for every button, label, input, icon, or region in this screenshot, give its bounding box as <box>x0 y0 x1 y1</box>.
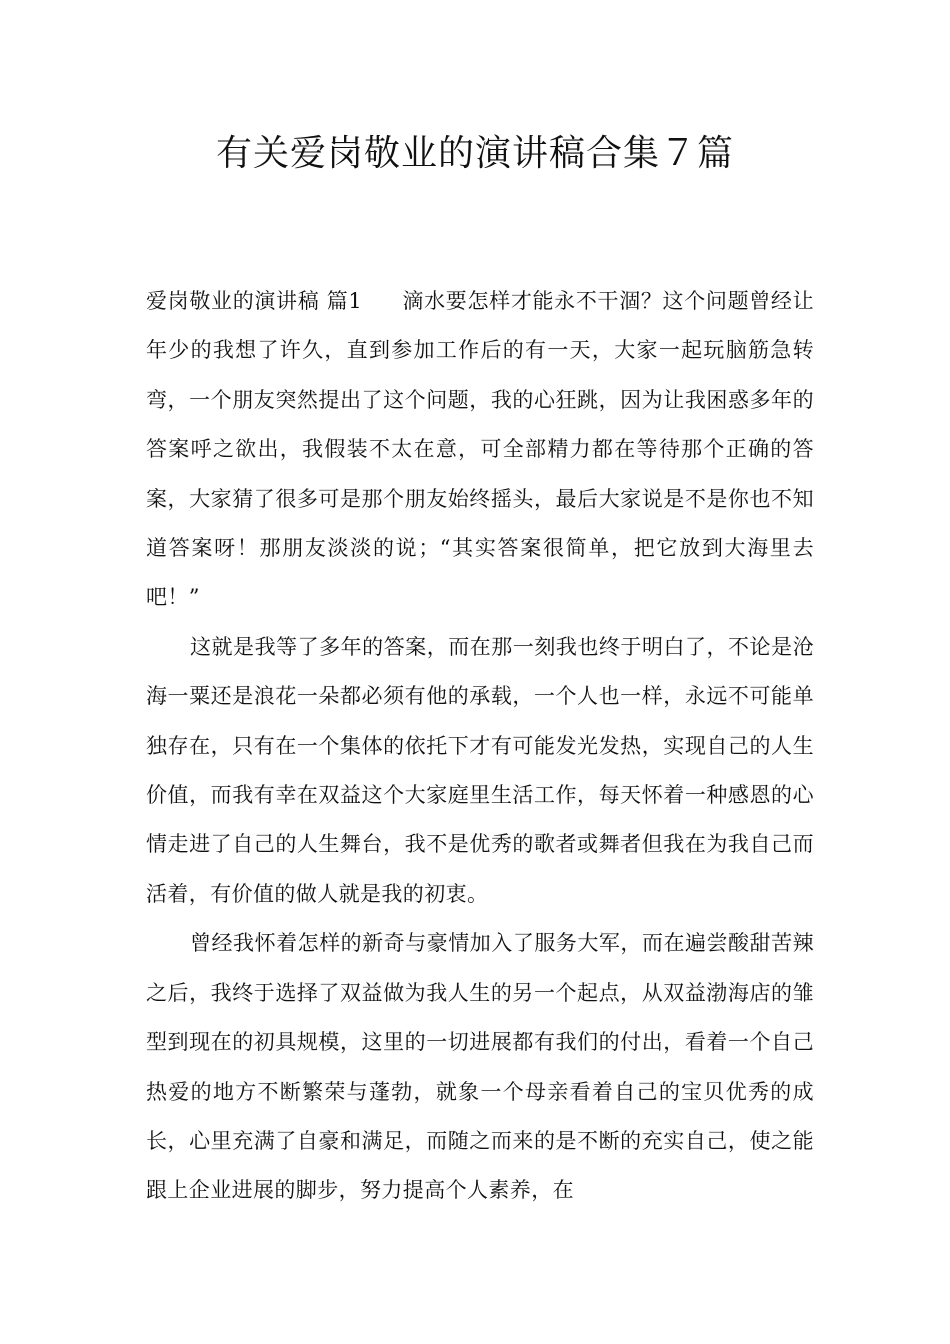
document-body <box>146 277 814 1216</box>
paragraph-1-text: 滴水要怎样才能永不干涸？这个问题曾经让年少的我想了许久，直到参加工作后的有一天，大家一起玩脑筋急转弯，一个朋友突然提出了这个问题，我的心狂跳，因为让我困惑多年的答案呼之欲出，我假装不太在意，可全部精力都在等待那个正确的答案，大家猜了很多可是那个朋友始终摇头，最后大家说是不是你也不知道答案呀！那朋友淡淡的说；“其实答案很简单，把它放到大海里去吧！” <box>146 289 814 610</box>
page-title: 有关爱岗敬业的演讲稿合集７篇 <box>215 133 734 174</box>
paragraph-1 <box>146 277 814 623</box>
paragraph-2: 这就是我等了多年的答案，而在那一刻我也终于明白了，不论是沧海一粟还是浪花一朵都必须有他的承载，一个人也一样，永远不可能单独存在，只有在一个集体的依托下才有可能发光发热，实现自己的人生价值，而我有幸在双益这个大家庭里生活工作，每天怀着一种感恩的心情走进了自己的人生舞台，我不是优秀的歌者或舞者但我在为我自己而活着，有价值的做人就是我的初衷。 <box>146 634 814 906</box>
paragraph-3: 曾经我怀着怎样的新奇与豪情加入了服务大军，而在遍尝酸甜苦辣之后，我终于选择了双益做为我人生的另一个起点，从双益渤海店的雏型到现在的初具规模，这里的一切进展都有我们的付出，看着一个自己热爱的地方不断繁荣与蓬勃，就象一个母亲看着自己的宝贝优秀的成长，心里充满了自豪和满足，而随之而来的是不断的充实自己，使之能跟上企业进展的脚步，努力提高个人素养，在 <box>146 931 814 1203</box>
section-heading: 爱岗敬业的演讲稿 篇1 <box>146 289 363 313</box>
